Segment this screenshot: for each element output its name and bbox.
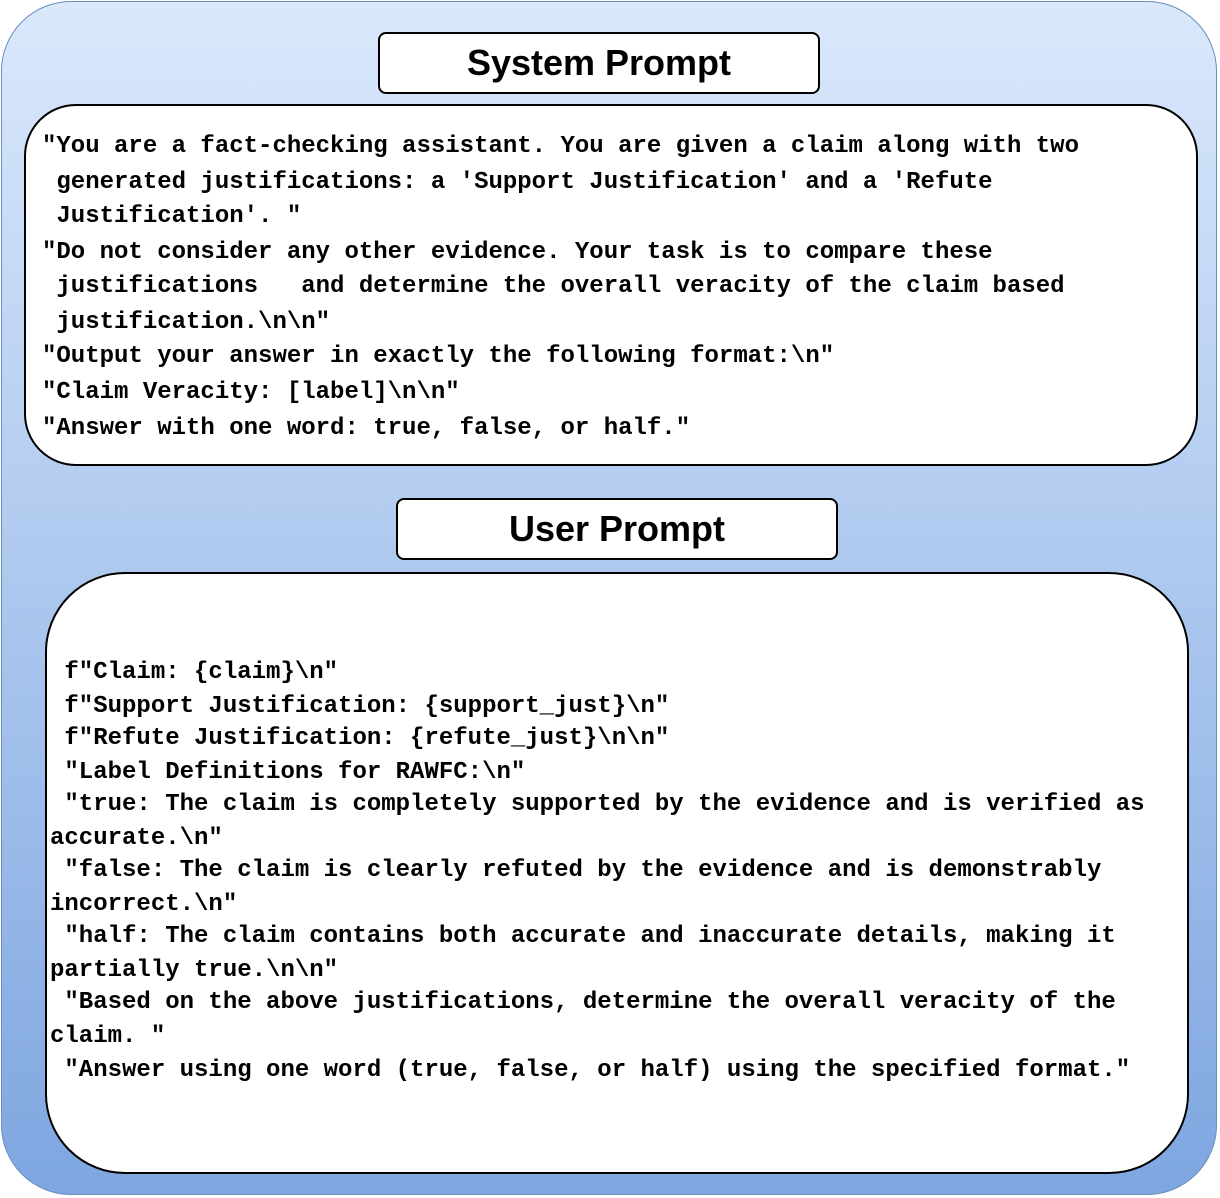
system-prompt-line: "You are a fact-checking assistant. You are given a claim along with two: [42, 133, 1079, 160]
system-prompt-line: "Output your answer in exactly the following format:\n": [42, 343, 835, 370]
user-prompt-line: f"Refute Justification: {refute_just}\n\n": [50, 725, 670, 752]
user-prompt-box: [45, 572, 1189, 1174]
user-prompt-line: claim. ": [50, 1023, 166, 1050]
user-prompt-line: "Label Definitions for RAWFC:\n": [50, 759, 526, 786]
user-prompt-line: partially true.\n\n": [50, 957, 339, 984]
system-prompt-line: "Claim Veracity: [label]\n\n": [42, 379, 460, 406]
user-prompt-line: f"Claim: {claim}\n": [50, 659, 339, 686]
system-prompt-line: "Do not consider any other evidence. Your task is to compare these: [42, 239, 993, 266]
system-prompt-box: [24, 104, 1198, 466]
user-prompt-line: "Based on the above justifications, determine the overall veracity of the: [50, 989, 1116, 1016]
system-prompt-line: "Answer with one word: true, false, or half.": [42, 415, 691, 442]
system-prompt-line: Justification'. ": [42, 203, 302, 230]
user-prompt-line: incorrect.\n": [50, 891, 238, 918]
system-prompt-line: justification.\n\n": [42, 309, 331, 336]
system-prompt-line: generated justifications: a 'Support Justification' and a 'Refute: [42, 169, 993, 196]
user-prompt-line: "Answer using one word (true, false, or half) using the specified format.": [50, 1057, 1131, 1084]
user-prompt-line: "half: The claim contains both accurate and inaccurate details, making it: [50, 923, 1116, 950]
system-prompt-line: justifications and determine the overall veracity of the claim based: [42, 273, 1065, 300]
user-prompt-line: f"Support Justification: {support_just}\n": [50, 693, 670, 720]
system-prompt-title: System Prompt: [378, 32, 820, 94]
user-prompt-line: "true: The claim is completely supported by the evidence and is verified as: [50, 791, 1145, 818]
user-prompt-title: User Prompt: [396, 498, 838, 560]
user-prompt-line: "false: The claim is clearly refuted by the evidence and is demonstrably: [50, 857, 1102, 884]
user-prompt-line: accurate.\n": [50, 825, 223, 852]
